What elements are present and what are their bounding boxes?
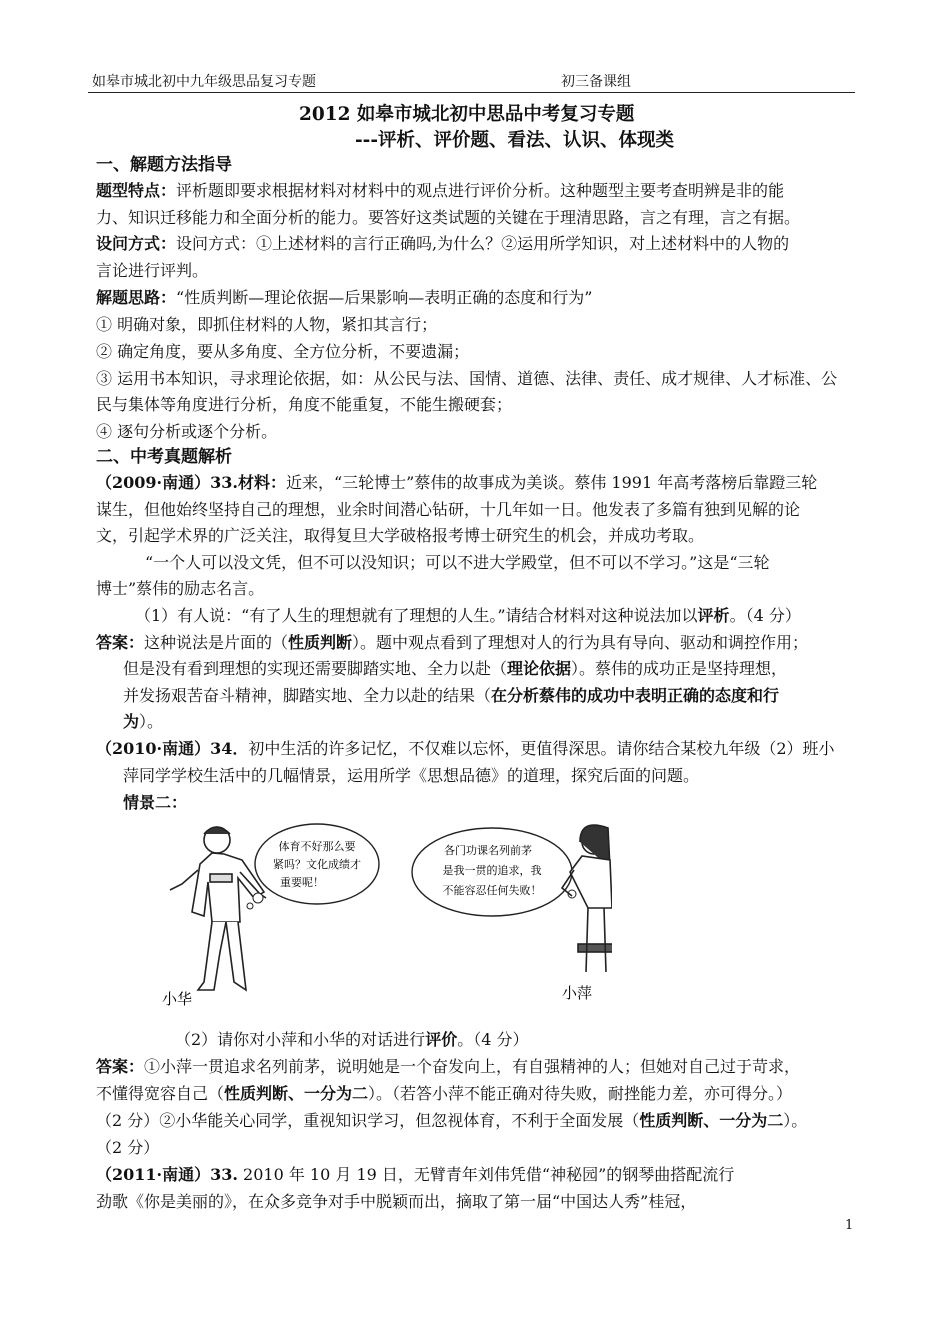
a1-line3 bbox=[123, 685, 779, 707]
idea-label: 解题思路： bbox=[96, 288, 177, 307]
q1-sub-key: 评析 bbox=[697, 606, 730, 625]
q3-line1 bbox=[96, 1164, 734, 1186]
a2-line3 bbox=[96, 1110, 807, 1132]
q2-sub-score: 。（4 分） bbox=[457, 1030, 529, 1049]
q3-label: （2011·南通）33. bbox=[96, 1165, 238, 1184]
scene-text: 情景二： bbox=[123, 793, 188, 812]
step-3a: ③ 运用书本知识，寻求理论依据，如：从公民与法、国情、道德、法律、责任、成才规律、人才标准、公 bbox=[96, 369, 838, 388]
type-line1 bbox=[96, 180, 784, 202]
name-left: 小华 bbox=[162, 990, 193, 1008]
cartoon-illustration bbox=[142, 812, 612, 1012]
doc-title: 2012 如皋市城北初中思品中考复习专题 bbox=[299, 104, 635, 125]
step-3b: 民与集体等角度进行分析，角度不能重复，不能生搬硬套； bbox=[96, 395, 513, 414]
ask-line1 bbox=[96, 233, 789, 255]
q1-sub-text: （1）有人说：“有了人生的理想就有了理想的人生。”请结合材料对这种说法加以 bbox=[135, 606, 698, 625]
a1-key2: 理论依据 bbox=[507, 659, 572, 678]
bubble-right-line2: 是我一贯的追求，我 bbox=[442, 864, 542, 877]
type-line2: 力、知识迁移能力和全面分析的能力。要答好这类试题的关键在于理清思路，言之有理，言之有据。 bbox=[96, 208, 801, 227]
idea-line bbox=[96, 287, 592, 309]
bubble-right-line3: 不能容忍任何失败！ bbox=[442, 884, 542, 897]
section1-heading: 一、解题方法指导 bbox=[96, 155, 232, 175]
q2-line1 bbox=[96, 738, 835, 760]
q2-line2: 萍同学学校生活中的几幅情景，运用所学《思想品德》的道理，探究后面的问题。 bbox=[123, 766, 700, 785]
answer-label: 答案： bbox=[96, 633, 145, 652]
xiaoping-figure bbox=[562, 825, 612, 972]
bubble-left-line2: 紧吗？文化成绩才 bbox=[273, 858, 361, 871]
q2-label: （2010·南通）34． bbox=[96, 739, 249, 758]
q2-sub-text: （2）请你对小萍和小华的对话进行 bbox=[175, 1030, 426, 1049]
ask-label: 设问方式： bbox=[96, 234, 177, 253]
a2-text2: 不懂得宽容自己（ bbox=[96, 1084, 225, 1103]
a1-key4: 为 bbox=[123, 712, 140, 731]
header-right: 初三备课组 bbox=[561, 74, 631, 90]
q3-line2: 劲歌《你是美丽的》，在众多竞争对手中脱颖而出，摘取了第一届“中国达人秀”桂冠， bbox=[96, 1192, 697, 1211]
answer-label-2: 答案： bbox=[96, 1057, 145, 1076]
bubble-left-line3: 重要呢！ bbox=[280, 876, 324, 889]
a1-text2c: ）。蔡伟的成功正是坚持理想， bbox=[571, 659, 788, 678]
speech-bubble-right bbox=[412, 828, 576, 916]
q1-subquestion bbox=[135, 605, 801, 627]
step-4: ④ 逐句分析或逐个分析。 bbox=[96, 422, 278, 441]
q1-line4: “一个人可以没文凭，但不可以没知识；可以不进大学殿堂，但不可以不学习。”这是“三轮 bbox=[145, 553, 770, 572]
q3-text1: 2010 年 10 月 19 日，无臂青年刘伟凭借“神秘园”的钢琴曲搭配流行 bbox=[237, 1165, 735, 1184]
bubble-right-line1: 各门功课名列前茅 bbox=[444, 844, 532, 857]
scene-label bbox=[123, 792, 187, 814]
a1-text2: 但是没有看到理想的实现还需要脚踏实地、全力以赴（ bbox=[123, 659, 508, 678]
a1-line1 bbox=[96, 632, 808, 654]
page-number: 1 bbox=[845, 1218, 854, 1233]
a2-key2: 性质判断、一分为二 bbox=[224, 1084, 369, 1103]
section2-heading: 二、中考真题解析 bbox=[96, 447, 232, 467]
step-2: ② 确定角度，要从多角度、全方位分析，不要遗漏； bbox=[96, 342, 470, 361]
doc-subtitle: ---评析、评价题、看法、认识、体现类 bbox=[355, 130, 675, 151]
a2-text3c: ）。 bbox=[783, 1111, 808, 1130]
a2-line4: （2 分） bbox=[96, 1138, 160, 1157]
header-rule bbox=[88, 92, 855, 93]
a1-text3: 并发扬艰苦奋斗精神，脚踏实地、全力以赴的结果（ bbox=[123, 686, 492, 705]
a2-key3: 性质判断、一分为二 bbox=[639, 1111, 784, 1130]
speech-bubble-left bbox=[247, 824, 379, 909]
q1-line5: 博士”蔡伟的励志名言。 bbox=[96, 579, 265, 598]
a1-text4: ）。 bbox=[139, 712, 164, 731]
q1-line3: 文，引起学术界的广泛关注，取得复旦大学破格报考博士研究生的机会，并成功考取。 bbox=[96, 526, 705, 545]
a1-key1: 性质判断 bbox=[288, 633, 353, 652]
q1-sub-score: 。（4 分） bbox=[729, 606, 801, 625]
q1-text1: 近来，“三轮博士”蔡伟的故事成为美谈。蔡伟 1991 年高考落榜后靠蹬三轮 bbox=[285, 473, 818, 492]
a1-line2 bbox=[123, 658, 787, 680]
type-text1: 评析题即要求根据材料对材料中的观点进行评价分析。这种题型主要考查明辨是非的能 bbox=[176, 181, 785, 200]
type-label: 题型特点： bbox=[96, 181, 177, 200]
a2-line2 bbox=[96, 1083, 792, 1105]
a2-text2c: ）。（若答小萍不能正确对待失败，耐挫能力差，亦可得分。） bbox=[368, 1084, 793, 1103]
name-right: 小萍 bbox=[562, 984, 593, 1002]
step-1: ① 明确对象，即抓住材料的人物，紧扣其言行； bbox=[96, 315, 438, 334]
q1-line1 bbox=[96, 472, 817, 494]
a1-text1c: ）。题中观点看到了理想对人的行为具有导向、驱动和调控作用； bbox=[352, 633, 809, 652]
a2-text3: （2 分）②小华能关心同学，重视知识学习，但忽视体育，不利于全面发展（ bbox=[96, 1111, 640, 1130]
ask-text1: 设问方式：①上述材料的言行正确吗,为什么？②运用所学知识，对上述材料中的人物的 bbox=[176, 234, 790, 253]
q1-label: （2009·南通）33.材料： bbox=[96, 473, 286, 492]
a2-line1 bbox=[96, 1056, 800, 1078]
a1-key3: 在分析蔡伟的成功中表明正确的态度和行 bbox=[491, 686, 780, 705]
a2-text1: ①小萍一贯追求名列前茅，说明她是一个奋发向上，有自强精神的人；但她对自己过于苛求， bbox=[144, 1057, 801, 1076]
q1-line2: 谋生，但他始终坚持自己的理想，业余时间潜心钻研，十几年如一日。他发表了多篇有独到见解的论 bbox=[96, 500, 801, 519]
q2-text1: 初中生活的许多记忆，不仅难以忘怀，更值得深思。请你结合某校九年级（2）班小 bbox=[248, 739, 835, 758]
idea-text: “性质判断—理论依据—后果影响—表明正确的态度和行为” bbox=[176, 288, 593, 307]
header-left: 如皋市城北初中九年级思品复习专题 bbox=[92, 74, 316, 90]
a1-text1: 这种说法是片面的（ bbox=[144, 633, 289, 652]
ask-line2: 言论进行评判。 bbox=[96, 261, 209, 280]
bubble-left-line1: 体育不好那么要 bbox=[278, 840, 356, 853]
a1-line4 bbox=[123, 711, 163, 733]
q2-subquestion bbox=[175, 1029, 528, 1051]
q2-sub-key: 评价 bbox=[425, 1030, 458, 1049]
